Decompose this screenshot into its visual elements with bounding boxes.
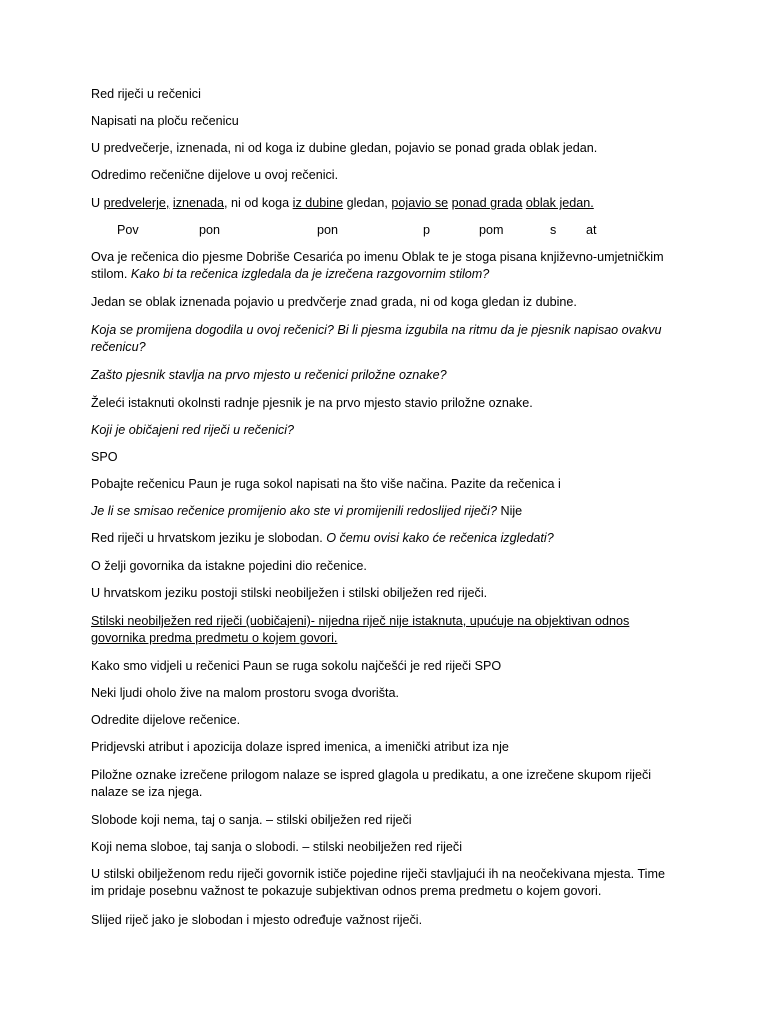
underlined-part: iznenada <box>172 196 225 210</box>
underlined-part: predvelerje, <box>103 196 170 210</box>
paragraph <box>91 249 666 283</box>
analyzed-sentence <box>91 195 691 212</box>
italic-question: O čemu ovisi kako će rečenica izgledati? <box>326 531 554 545</box>
paragraph: Napisati na ploču rečenicu <box>91 114 239 128</box>
abbreviation-label: Pov <box>117 223 139 237</box>
underlined-definition: Stilski neobilježen red riječi (uobičajeni)- nijedna riječ nije istaknuta, upućuje na objektivan odnos govornika predma predmetu o kojem govori. <box>91 614 630 645</box>
paragraph: Odredite dijelove rečenice. <box>91 713 241 727</box>
italic-question: Kako bi ta rečenica izgledala da je izrečena razgovornim stilom? <box>130 267 490 281</box>
paragraph: Želeći istaknuti okolnsti radnje pjesnik je na prvo mjesto stavio priložne oznake. <box>91 396 533 410</box>
abbreviation-label: p <box>423 223 431 237</box>
paragraph: Odredimo rečenične dijelove u ovoj rečenici. <box>91 168 339 182</box>
text-span: U <box>91 196 104 210</box>
paragraph: Pridjevski atribut i apozicija dolaze ispred imenica, a imenički atribut iza nje <box>91 740 509 754</box>
underlined-part: pojavio se <box>391 196 449 210</box>
italic-question: Zašto pjesnik stavlja na prvo mjesto u rečenici priložne oznake? <box>91 368 447 382</box>
text-span: gledan, <box>343 196 392 210</box>
paragraph <box>91 530 691 547</box>
paragraph: U stilski obilježenom redu riječi govornik ističe pojedine riječi stavljajući ih na neočekivana mjesta. Time im pridaje posebnu važnost te pokazuje subjektivan odnos prema predmetu o kojem govori. <box>91 867 665 898</box>
paragraph: SPO <box>91 450 118 464</box>
paragraph: U predvečerje, iznenada, ni od koga iz dubine gledan, pojavio se ponad grada oblak jedan. <box>91 141 598 155</box>
paragraph: O želji govornika da istakne pojedini dio rečenice. <box>91 559 367 573</box>
paragraph: Slijed riječ jako je slobodan i mjesto određuje važnost riječi. <box>91 913 423 927</box>
paragraph <box>91 503 691 520</box>
underlined-part: oblak jedan. <box>525 196 594 210</box>
italic-question: Koja se promijena dogodila u ovoj rečenici? Bi li pjesma izgubila na ritmu da je pjesnik napisao ovakvu rečenicu? <box>91 323 662 354</box>
paragraph: Pobajte rečenicu Paun je ruga sokol napisati na što više načina. Pazite da rečenica i <box>91 477 561 491</box>
text-span: Nije <box>496 504 523 518</box>
text-span: Ova je rečenica dio pjesme Dobriše Cesarića po imenu Oblak te je stoga pisana književno-umjetničkim stilom. <box>91 250 664 281</box>
paragraph: Slobode koji nema, taj o sanja. – stilski obilježen red riječi <box>91 813 412 827</box>
paragraph: Neki ljudi oholo žive na malom prostoru svoga dvorišta. <box>91 686 399 700</box>
paragraph: Kako smo vidjeli u rečenici Paun se ruga sokolu najčešći je red riječi SPO <box>91 659 502 673</box>
abbreviation-label: at <box>586 223 597 237</box>
paragraph: Koji nema sloboe, taj sanja o slobodi. – stilski neobilježen red riječi <box>91 840 463 854</box>
underlined-part: iz dubine <box>292 196 344 210</box>
heading-line: Red riječi u rečenici <box>91 87 201 101</box>
abbreviation-label: s <box>550 223 557 237</box>
abbreviation-label: pom <box>479 223 504 237</box>
italic-question: Koji je običajeni red riječi u rečenici? <box>91 423 295 437</box>
underlined-part: ponad grada <box>451 196 523 210</box>
text-span: Red riječi u hrvatskom jeziku je slobodan. <box>91 531 327 545</box>
italic-question: Je li se smisao rečenice promijenio ako ste vi promijenili redoslijed riječi? <box>91 504 497 518</box>
abbreviation-label: pon <box>317 223 339 237</box>
paragraph: Jedan se oblak iznenada pojavio u predvčerje znad grada, ni od koga gledan iz dubine. <box>91 295 577 309</box>
text-span: , ni od koga <box>224 196 293 210</box>
paragraph: U hrvatskom jeziku postoji stilski neobilježen i stilski obilježen red riječi. <box>91 586 488 600</box>
paragraph: Piložne oznake izrečene prilogom nalaze se ispred glagola u predikatu, a one izrečene skupom riječi nalaze se iza njega. <box>91 768 652 799</box>
abbreviation-label: pon <box>199 223 221 237</box>
